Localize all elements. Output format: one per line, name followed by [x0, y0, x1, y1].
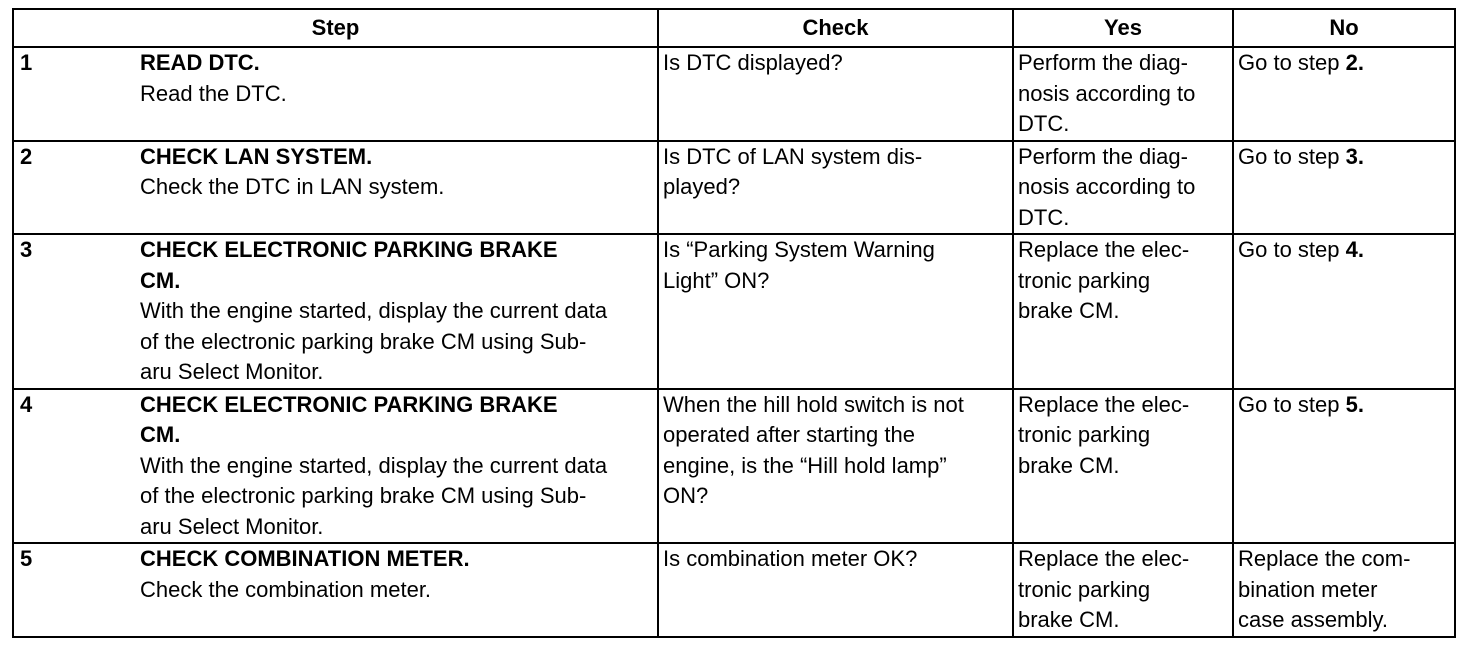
- header-check: Check: [658, 9, 1013, 47]
- header-row: [13, 9, 1455, 47]
- step-description: With the engine started, display the current data of the electronic parking brake CM using Sub- aru Select Monitor.: [140, 452, 608, 539]
- no-prefix: Go to step: [1238, 143, 1346, 169]
- table-row: [13, 234, 1455, 389]
- check-text: When the hill hold switch is not operated after starting the engine, is the “Hill hold lamp” ON?: [663, 391, 964, 508]
- step-number: 1: [20, 50, 33, 75]
- yes-cell: [1013, 47, 1233, 141]
- step-cell: [13, 543, 658, 637]
- step-title: READ DTC.: [140, 50, 260, 75]
- step-description: Read the DTC.: [140, 80, 287, 106]
- yes-cell: [1013, 543, 1233, 637]
- check-cell: [658, 141, 1013, 235]
- step-cell: [13, 141, 658, 235]
- table-row: [13, 47, 1455, 141]
- no-prefix: Go to step: [1238, 237, 1346, 262]
- check-cell: [658, 234, 1013, 389]
- no-cell: [1233, 47, 1455, 141]
- check-text: Is combination meter OK?: [663, 546, 918, 571]
- check-cell: [658, 389, 1013, 544]
- yes-cell: [1013, 141, 1233, 235]
- check-text: Is “Parking System Warning Light” ON?: [663, 237, 935, 293]
- no-prefix: Go to step: [1238, 50, 1346, 75]
- check-cell: [658, 47, 1013, 141]
- no-cell: [1233, 141, 1455, 235]
- no-cell: [1233, 543, 1455, 637]
- header-no: No: [1233, 9, 1455, 47]
- step-number: 5: [20, 546, 33, 571]
- diagnostic-table: [12, 8, 1456, 638]
- step-number: 3: [20, 237, 33, 262]
- yes-cell: [1013, 389, 1233, 544]
- check-cell: [658, 543, 1013, 637]
- yes-cell: [1013, 234, 1233, 389]
- table-row: [13, 543, 1455, 637]
- no-step-number: 2.: [1345, 50, 1364, 75]
- yes-text: Perform the diag- nosis according to DTC.: [1018, 50, 1196, 136]
- header-yes: Yes: [1013, 9, 1233, 47]
- no-prefix: Go to step: [1238, 391, 1346, 417]
- header-step: Step: [13, 9, 658, 47]
- yes-text: Perform the diag- nosis according to DTC.: [1018, 143, 1196, 230]
- check-text: Is DTC displayed?: [663, 50, 843, 75]
- no-step-number: 5.: [1345, 391, 1364, 417]
- step-cell: [13, 389, 658, 544]
- table-row: [13, 141, 1455, 235]
- step-description: With the engine started, display the current data of the electronic parking brake CM using Sub- aru Select Monitor.: [140, 298, 608, 384]
- step-cell: [13, 234, 658, 389]
- no-cell: [1233, 389, 1455, 544]
- step-title: CHECK LAN SYSTEM.: [140, 143, 373, 169]
- no-step-number: 4.: [1345, 237, 1364, 262]
- check-text: Is DTC of LAN system dis- played?: [663, 143, 923, 199]
- no-text: Replace the com- bination meter case assembly.: [1238, 546, 1411, 632]
- yes-text: Replace the elec- tronic parking brake CM.: [1018, 391, 1190, 478]
- yes-text: Replace the elec- tronic parking brake CM.: [1018, 546, 1190, 632]
- step-description: Check the combination meter.: [140, 576, 432, 602]
- step-title: CHECK COMBINATION METER.: [140, 546, 470, 571]
- step-number: 4: [20, 391, 33, 417]
- step-title: CHECK ELECTRONIC PARKING BRAKE CM.: [140, 391, 558, 447]
- step-number: 2: [20, 143, 33, 169]
- no-step-number: 3.: [1345, 143, 1364, 169]
- table-header: [13, 9, 1455, 47]
- step-title: CHECK ELECTRONIC PARKING BRAKE CM.: [140, 237, 558, 293]
- table-body: [13, 47, 1455, 637]
- no-cell: [1233, 234, 1455, 389]
- step-cell: [13, 47, 658, 141]
- table-row: [13, 389, 1455, 544]
- step-description: Check the DTC in LAN system.: [140, 174, 445, 199]
- yes-text: Replace the elec- tronic parking brake CM.: [1018, 237, 1190, 323]
